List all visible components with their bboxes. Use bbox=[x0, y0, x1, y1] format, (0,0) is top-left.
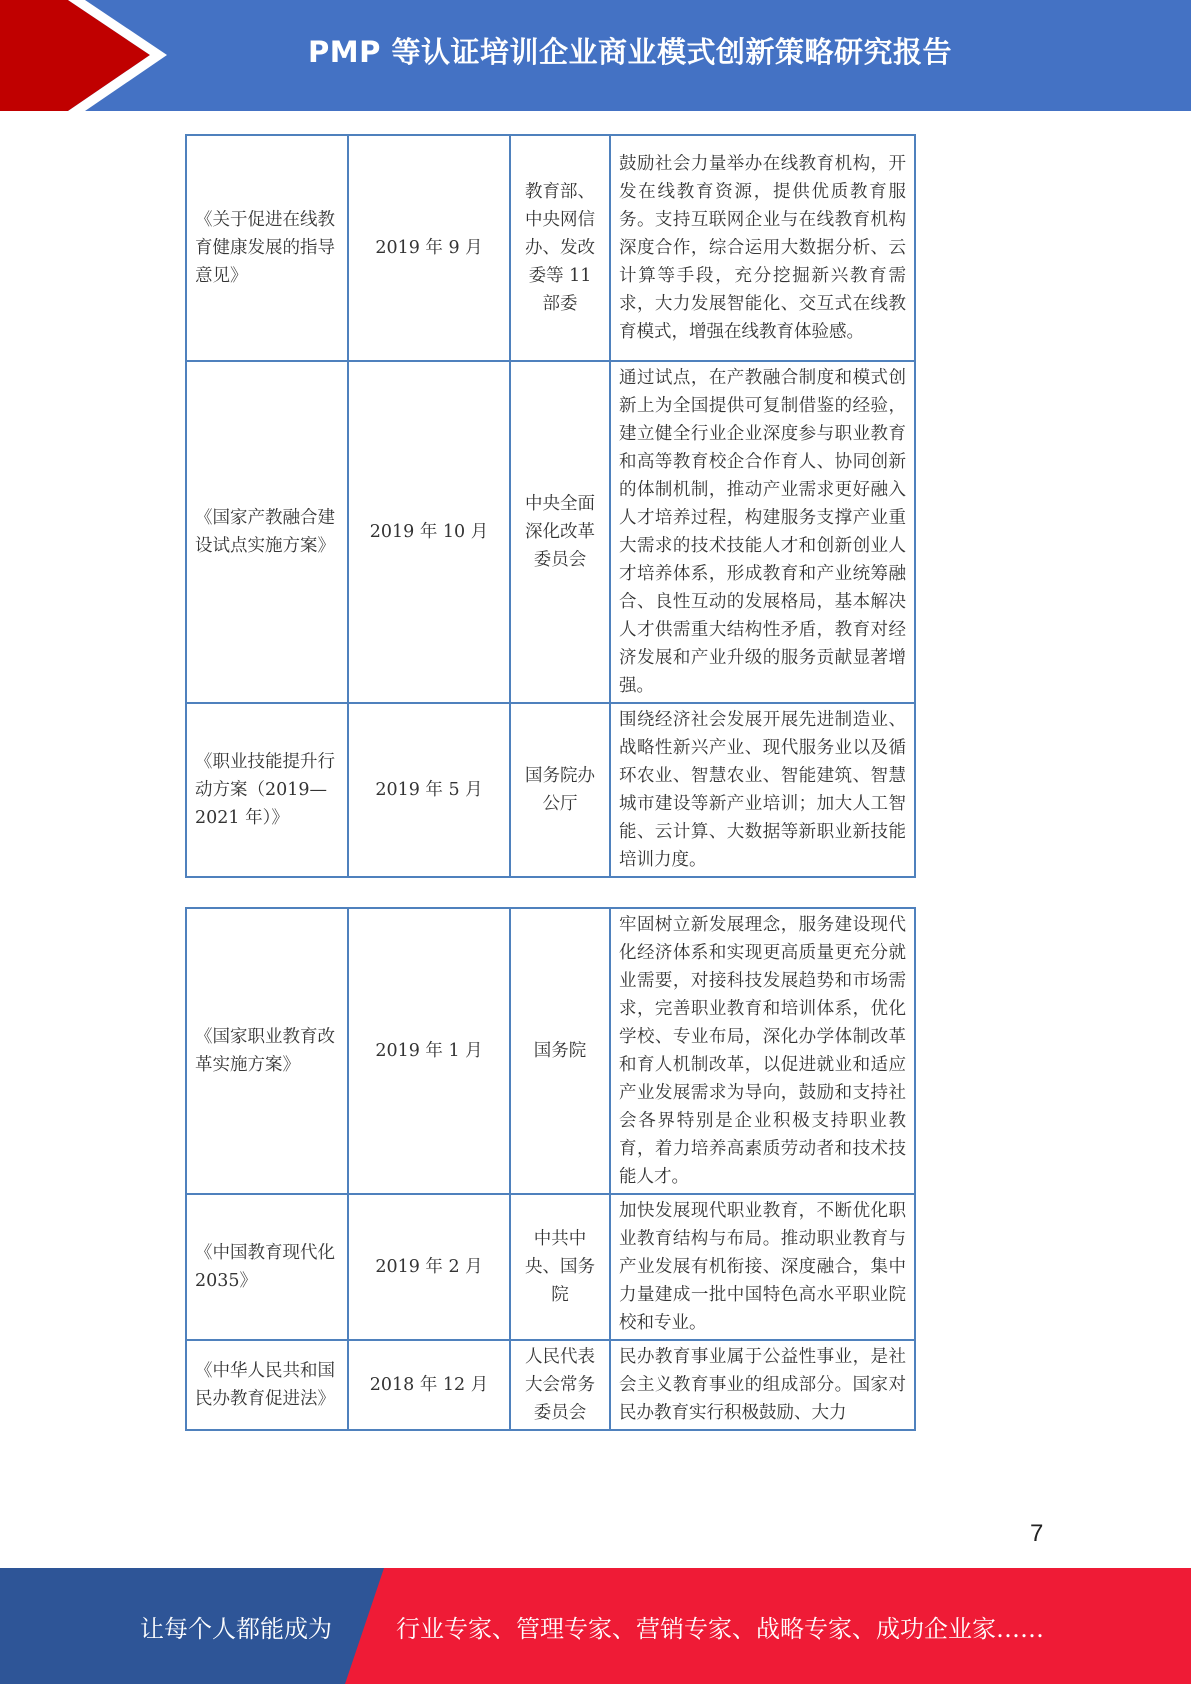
issue-date: 2019 年 5 月 bbox=[348, 703, 510, 877]
table-row bbox=[186, 1194, 915, 1340]
policy-description: 通过试点，在产教融合制度和模式创新上为全国提供可复制借鉴的经验，建立健全行业企业深度参与职业教育和高等教育校企合作育人、协同创新的体制机制，推动产业需求更好融入人才培养过程，构建服务支撑产业重大需求的技术技能人才和创新创业人才培养体系，形成教育和产业统筹融合、良性互动的发展格局，基本解决人才供需重大结构性矛盾，教育对经济发展和产业升级的服务贡献显著增强。 bbox=[610, 361, 915, 703]
issue-date: 2019 年 2 月 bbox=[348, 1194, 510, 1340]
policy-name: 《国家产教融合建设试点实施方案》 bbox=[186, 361, 348, 703]
issue-date: 2019 年 9 月 bbox=[348, 135, 510, 361]
policy-name: 《关于促进在线教育健康发展的指导意见》 bbox=[186, 135, 348, 361]
table-row bbox=[186, 908, 915, 1194]
footer-slogan-right: 行业专家、管理专家、营销专家、战略专家、成功企业家…… bbox=[396, 1614, 1044, 1643]
issuing-body: 国务院办公厅 bbox=[510, 703, 610, 877]
report-title: PMP 等认证培训企业商业模式创新策略研究报告 bbox=[308, 34, 952, 69]
policy-description: 围绕经济社会发展开展先进制造业、战略性新兴产业、现代服务业以及循环农业、智慧农业、智能建筑、智慧城市建设等新产业培训；加大人工智能、云计算、大数据等新职业新技能培训力度。 bbox=[610, 703, 915, 877]
table-row bbox=[186, 1340, 915, 1430]
policy-table-1 bbox=[185, 134, 916, 878]
policy-description: 鼓励社会力量举办在线教育机构，开发在线教育资源，提供优质教育服务。支持互联网企业与在线教育机构深度合作，综合运用大数据分析、云计算等手段，充分挖掘新兴教育需求，大力发展智能化、交互式在线教育模式，增强在线教育体验感。 bbox=[610, 135, 915, 361]
policy-name: 《职业技能提升行动方案（2019—2021 年）》 bbox=[186, 703, 348, 877]
policy-name: 《中国教育现代化 2035》 bbox=[186, 1194, 348, 1340]
issuing-body: 教育部、中央网信办、发改委等 11 部委 bbox=[510, 135, 610, 361]
table-row bbox=[186, 361, 915, 703]
policy-name: 《中华人民共和国民办教育促进法》 bbox=[186, 1340, 348, 1430]
page-header bbox=[0, 0, 1191, 111]
policy-table-2 bbox=[185, 907, 916, 1431]
issue-date: 2019 年 1 月 bbox=[348, 908, 510, 1194]
policy-description: 加快发展现代职业教育，不断优化职业教育结构与布局。推动职业教育与产业发展有机衔接、深度融合，集中力量建成一批中国特色高水平职业院校和专业。 bbox=[610, 1194, 915, 1340]
issue-date: 2018 年 12 月 bbox=[348, 1340, 510, 1430]
issuing-body: 人民代表大会常务委员会 bbox=[510, 1340, 610, 1430]
issuing-body: 国务院 bbox=[510, 908, 610, 1194]
footer-slogan-left: 让每个人都能成为 bbox=[140, 1614, 332, 1643]
page-footer bbox=[0, 1568, 1191, 1684]
table-row bbox=[186, 703, 915, 877]
policy-description: 牢固树立新发展理念，服务建设现代化经济体系和实现更高质量更充分就业需要，对接科技发展趋势和市场需求，完善职业教育和培训体系，优化学校、专业布局，深化办学体制改革和育人机制改革，以促进就业和适应产业发展需求为导向，鼓励和支持社会各界特别是企业积极支持职业教育，着力培养高素质劳动者和技术技能人才。 bbox=[610, 908, 915, 1194]
page-number: 7 bbox=[1030, 1520, 1044, 1547]
issue-date: 2019 年 10 月 bbox=[348, 361, 510, 703]
policy-name: 《国家职业教育改革实施方案》 bbox=[186, 908, 348, 1194]
issuing-body: 中共中央、国务院 bbox=[510, 1194, 610, 1340]
policy-description: 民办教育事业属于公益性事业，是社会主义教育事业的组成部分。国家对民办教育实行积极鼓励、大力 bbox=[610, 1340, 915, 1430]
issuing-body: 中央全面深化改革委员会 bbox=[510, 361, 610, 703]
table-row bbox=[186, 135, 915, 361]
